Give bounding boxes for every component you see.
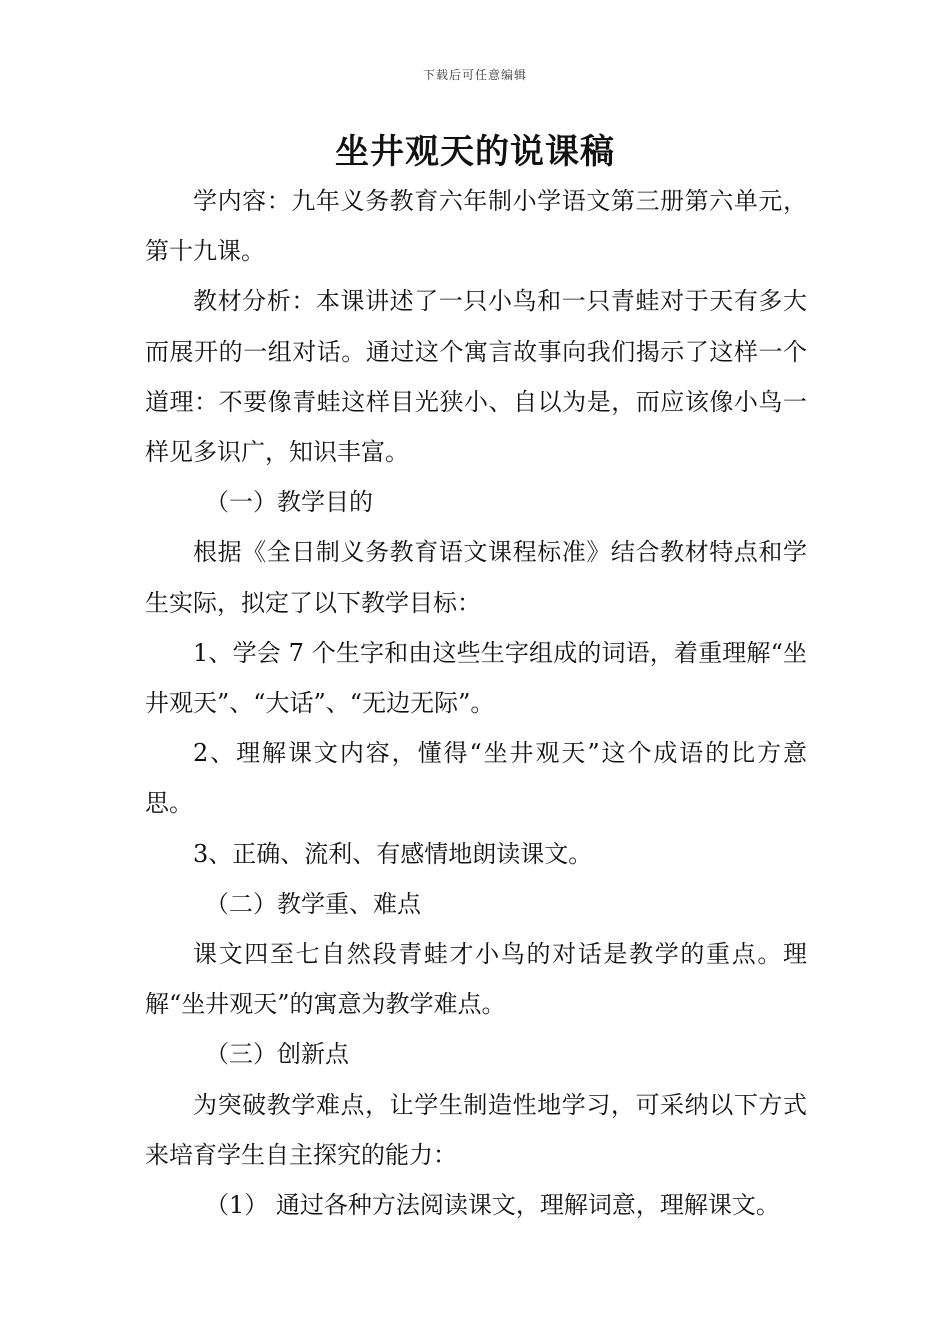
list-item-goal-3: 3、正确、流利、有感情地朗读课文。 bbox=[193, 839, 593, 868]
document-title: 坐井观天的说课稿 bbox=[335, 132, 615, 172]
section-heading-teaching-goals: （一）教学目的 bbox=[205, 488, 373, 517]
section-heading-key-points: （二）教学重、难点 bbox=[205, 889, 421, 918]
list-item-goal-1: 1、学会 7 个生字和由这些生字组成的词语，着重理解“坐井观天”、“大话”、“无边无际”。 bbox=[145, 638, 807, 718]
list-item-method-1: （1） 通过各种方法阅读课文，理解词意，理解课文。 bbox=[205, 1191, 780, 1220]
paragraph-goals-intro: 根据《全日制义务教育语文课程标准》结合教材特点和学生实际，拟定了以下教学目标： bbox=[145, 538, 807, 617]
list-item-goal-2: 2、理解课文内容，懂得“坐井观天”这个成语的比方意思。 bbox=[145, 739, 807, 818]
header-note: 下载后可任意编辑 bbox=[422, 68, 527, 82]
document-body bbox=[145, 176, 807, 1230]
paragraph-innovation: 为突破教学难点，让学生制造性地学习，可采纳以下方式来培育学生自主探究的能力： bbox=[145, 1090, 807, 1169]
paragraph-teaching-content: 学内容：九年义务教育六年制小学语文第三册第六单元，第十九课。 bbox=[145, 187, 807, 266]
paragraph-key-points: 课文四至七自然段青蛙才小鸟的对话是教学的重点。理解“坐井观天”的寓意为教学难点。 bbox=[145, 940, 807, 1019]
paragraph-material-analysis: 教材分析：本课讲述了一只小鸟和一只青蛙对于天有多大而展开的一组对话。通过这个寓言故事向我们揭示了这样一个道理：不要像青蛙这样目光狭小、自以为是，而应该像小鸟一样见多识广，知识丰富。 bbox=[145, 287, 807, 467]
section-heading-innovation: （三）创新点 bbox=[205, 1040, 349, 1069]
